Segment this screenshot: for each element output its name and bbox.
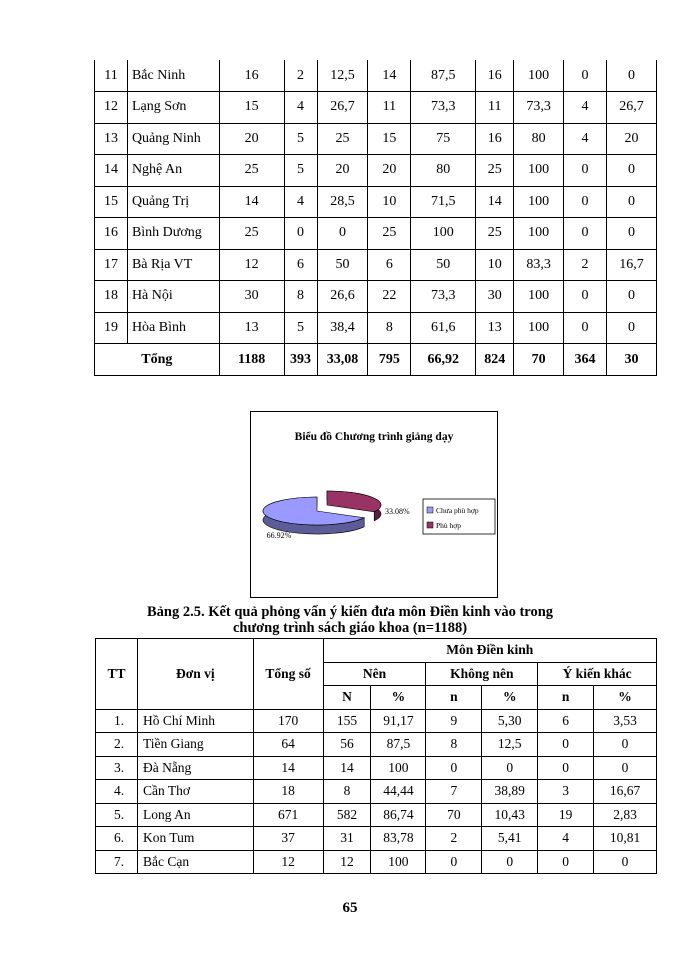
table-cell: 83,78 xyxy=(371,827,426,851)
table-cell: 20 xyxy=(607,123,657,155)
table-cell: 0 xyxy=(594,850,657,874)
table-cell: 0 xyxy=(607,312,657,344)
table-cell: Hà Nội xyxy=(127,281,219,313)
header-sub: N xyxy=(323,686,371,710)
table-cell: 0 xyxy=(607,155,657,187)
table-cell: 0 xyxy=(538,850,594,874)
table-row xyxy=(95,281,657,313)
table-cell: 11 xyxy=(476,92,514,124)
table-cell: 83,3 xyxy=(514,249,564,281)
table-cell: 14 xyxy=(368,60,411,92)
table-cell: 0 xyxy=(564,312,607,344)
table-cell: Hòa Bình xyxy=(127,312,219,344)
table-cell: 15 xyxy=(368,123,411,155)
table-caption-line1: Bảng 2.5. Kết quả phỏng vấn ý kiến đưa môn Điền kinh vào trong xyxy=(146,604,554,620)
table-cell: 2 xyxy=(284,60,317,92)
table-cell: 14 xyxy=(323,756,371,780)
table-cell: 671 xyxy=(253,803,323,827)
table-cell: 12,5 xyxy=(482,733,538,757)
table-cell: Hồ Chí Minh xyxy=(137,709,253,733)
total-cell: 1188 xyxy=(219,344,284,376)
table-cell: 13 xyxy=(95,123,128,155)
table-cell: 19 xyxy=(95,312,128,344)
total-cell: 66,92 xyxy=(411,344,476,376)
table-cell: 10,43 xyxy=(482,803,538,827)
table-cell: 87,5 xyxy=(371,733,426,757)
table-cell: Lạng Sơn xyxy=(127,92,219,124)
table-cell: 1. xyxy=(96,709,138,733)
table-cell: 170 xyxy=(253,709,323,733)
table-row xyxy=(96,803,657,827)
table-cell: 14 xyxy=(95,155,128,187)
legend-swatch xyxy=(427,522,433,528)
table-row xyxy=(96,756,657,780)
table-row xyxy=(95,155,657,187)
table-cell: 25 xyxy=(476,218,514,250)
pie-data-label: 33.08% xyxy=(385,507,410,516)
table-cell: 31 xyxy=(323,827,371,851)
table-cell: 4 xyxy=(284,186,317,218)
table-cell: 0 xyxy=(284,218,317,250)
total-cell: 33,08 xyxy=(317,344,368,376)
table-cell: 0 xyxy=(564,218,607,250)
table-row xyxy=(95,249,657,281)
header-tt: TT xyxy=(96,639,138,710)
legend-label: Phù hợp xyxy=(436,521,462,530)
header-group-other: Ý kiến khác xyxy=(538,662,657,686)
table-cell: 17 xyxy=(95,249,128,281)
table-cell: 100 xyxy=(514,155,564,187)
table-cell: 5,41 xyxy=(482,827,538,851)
table-cell: 26,7 xyxy=(607,92,657,124)
table-cell: 5 xyxy=(284,155,317,187)
table-cell: 11 xyxy=(368,92,411,124)
table-row xyxy=(95,218,657,250)
table-cell: 0 xyxy=(426,850,482,874)
header-group-no: Không nên xyxy=(426,662,538,686)
table-cell: 14 xyxy=(476,186,514,218)
table-cell: 20 xyxy=(368,155,411,187)
table-cell: 5. xyxy=(96,803,138,827)
total-row xyxy=(95,344,657,376)
pie-data-label: 66.92% xyxy=(266,531,292,540)
table-cell: 10 xyxy=(368,186,411,218)
table-cell: Tiền Giang xyxy=(137,733,253,757)
table-cell: 0 xyxy=(317,218,368,250)
table-cell: 5,30 xyxy=(482,709,538,733)
table-cell: Bình Dương xyxy=(127,218,219,250)
table-cell: 0 xyxy=(564,186,607,218)
table-cell: 100 xyxy=(371,756,426,780)
table-cell: 2 xyxy=(564,249,607,281)
table-cell: 25 xyxy=(317,123,368,155)
table-cell: 100 xyxy=(514,312,564,344)
table-cell: 64 xyxy=(253,733,323,757)
table-cell: 8 xyxy=(323,780,371,804)
table-cell: 80 xyxy=(514,123,564,155)
table-cell: 4 xyxy=(564,123,607,155)
table-cell: 44,44 xyxy=(371,780,426,804)
table-cell: 2,83 xyxy=(594,803,657,827)
table-cell: 100 xyxy=(514,281,564,313)
table-cell: 100 xyxy=(371,850,426,874)
table-cell: 50 xyxy=(317,249,368,281)
table-cell: 7 xyxy=(426,780,482,804)
table-cell: 16 xyxy=(476,60,514,92)
table-cell: 14 xyxy=(219,186,284,218)
table-cell: 0 xyxy=(564,281,607,313)
header-sub: % xyxy=(371,686,426,710)
table-cell: 22 xyxy=(368,281,411,313)
table-row xyxy=(95,60,657,92)
table-cell: 8 xyxy=(368,312,411,344)
table-row xyxy=(96,850,657,874)
table-cell: 70 xyxy=(426,803,482,827)
table-cell: 0 xyxy=(607,60,657,92)
table-cell: 0 xyxy=(482,756,538,780)
total-label: Tổng xyxy=(95,344,220,376)
table-cell: 25 xyxy=(476,155,514,187)
table-cell: 16,67 xyxy=(594,780,657,804)
table-cell: 100 xyxy=(514,60,564,92)
table-cell: 0 xyxy=(607,186,657,218)
table-cell: 6 xyxy=(284,249,317,281)
table-cell: Đà Nẵng xyxy=(137,756,253,780)
table-cell: Cần Thơ xyxy=(137,780,253,804)
table-cell: Kon Tum xyxy=(137,827,253,851)
table-cell: 10,81 xyxy=(594,827,657,851)
table-cell: 6 xyxy=(368,249,411,281)
table-cell: Quảng Trị xyxy=(127,186,219,218)
table-cell: 73,3 xyxy=(514,92,564,124)
table-cell: Long An xyxy=(137,803,253,827)
table-cell: 8 xyxy=(284,281,317,313)
table-cell: 26,7 xyxy=(317,92,368,124)
table-cell: 73,3 xyxy=(411,92,476,124)
table-row xyxy=(95,186,657,218)
table-cell: 100 xyxy=(411,218,476,250)
table-cell: 16 xyxy=(476,123,514,155)
table-cell: 3,53 xyxy=(594,709,657,733)
table-cell: 0 xyxy=(538,733,594,757)
table-cell: 12 xyxy=(95,92,128,124)
pie-slice xyxy=(327,491,381,512)
table-row xyxy=(96,827,657,851)
results-table-continued xyxy=(94,60,657,376)
table-row xyxy=(96,733,657,757)
table-cell: 20 xyxy=(317,155,368,187)
table-cell: 6. xyxy=(96,827,138,851)
table-cell: 18 xyxy=(253,780,323,804)
table-cell: 28,5 xyxy=(317,186,368,218)
table-row xyxy=(95,92,657,124)
table-cell: 0 xyxy=(607,281,657,313)
table-cell: 50 xyxy=(411,249,476,281)
total-cell: 393 xyxy=(284,344,317,376)
total-cell: 364 xyxy=(564,344,607,376)
table-cell: 20 xyxy=(219,123,284,155)
table-cell: 8 xyxy=(426,733,482,757)
table-cell: 7. xyxy=(96,850,138,874)
table-cell: 0 xyxy=(482,850,538,874)
table-cell: 86,74 xyxy=(371,803,426,827)
table-row xyxy=(95,123,657,155)
header-total: Tổng số xyxy=(253,639,323,710)
total-cell: 795 xyxy=(368,344,411,376)
header-sub: n xyxy=(538,686,594,710)
table-cell: 16 xyxy=(219,60,284,92)
table-cell: 11 xyxy=(95,60,128,92)
table-cell: 4 xyxy=(284,92,317,124)
table-cell: 4. xyxy=(96,780,138,804)
table-cell: 12,5 xyxy=(317,60,368,92)
table-row xyxy=(95,312,657,344)
table-cell: 15 xyxy=(95,186,128,218)
table-cell: 0 xyxy=(607,218,657,250)
table-cell: 71,5 xyxy=(411,186,476,218)
table-cell: 0 xyxy=(594,733,657,757)
table-cell: 100 xyxy=(514,218,564,250)
table-cell: Nghệ An xyxy=(127,155,219,187)
table-cell: 38,89 xyxy=(482,780,538,804)
table-cell: 155 xyxy=(323,709,371,733)
header-sub: % xyxy=(594,686,657,710)
header-unit: Đơn vị xyxy=(137,639,253,710)
table-caption-line2: chương trình sách giáo khoa (n=1188) xyxy=(232,620,468,636)
legend-swatch xyxy=(427,507,433,513)
table-cell: 100 xyxy=(514,186,564,218)
table-cell: 2 xyxy=(426,827,482,851)
table-cell: 16 xyxy=(95,218,128,250)
table-cell: 38,4 xyxy=(317,312,368,344)
table-cell: 4 xyxy=(538,827,594,851)
chart-title: Biểu đồ Chương trình giảng dạy xyxy=(294,431,454,443)
table-cell: 26,6 xyxy=(317,281,368,313)
table-cell: 2. xyxy=(96,733,138,757)
survey-table xyxy=(95,638,657,874)
table-cell: 30 xyxy=(476,281,514,313)
header-group-yes: Nên xyxy=(323,662,426,686)
table-cell: 25 xyxy=(368,218,411,250)
table-cell: 80 xyxy=(411,155,476,187)
table-cell: 12 xyxy=(219,249,284,281)
table-cell: 0 xyxy=(594,756,657,780)
table-cell: 0 xyxy=(564,60,607,92)
table-cell: 0 xyxy=(426,756,482,780)
table-cell: Bắc Ninh xyxy=(127,60,219,92)
table-cell: 0 xyxy=(538,756,594,780)
table-cell: 582 xyxy=(323,803,371,827)
table-cell: 5 xyxy=(284,123,317,155)
table-cell: 37 xyxy=(253,827,323,851)
table-cell: 12 xyxy=(323,850,371,874)
pie-chart xyxy=(251,412,497,597)
table-cell: 87,5 xyxy=(411,60,476,92)
table-cell: 0 xyxy=(564,155,607,187)
total-cell: 30 xyxy=(607,344,657,376)
table-cell: 61,6 xyxy=(411,312,476,344)
table-cell: 25 xyxy=(219,155,284,187)
table-cell: 19 xyxy=(538,803,594,827)
table-cell: 91,17 xyxy=(371,709,426,733)
table-cell: 56 xyxy=(323,733,371,757)
header-sub: % xyxy=(482,686,538,710)
table-cell: 10 xyxy=(476,249,514,281)
table-cell: 18 xyxy=(95,281,128,313)
page-number: 65 xyxy=(342,900,358,916)
total-cell: 70 xyxy=(514,344,564,376)
table-row xyxy=(96,780,657,804)
table-cell: 16,7 xyxy=(607,249,657,281)
table-cell: 14 xyxy=(253,756,323,780)
total-cell: 824 xyxy=(476,344,514,376)
table-cell: 25 xyxy=(219,218,284,250)
table-cell: Bắc Cạn xyxy=(137,850,253,874)
table-cell: 13 xyxy=(219,312,284,344)
table-cell: 4 xyxy=(564,92,607,124)
table-cell: 9 xyxy=(426,709,482,733)
table-cell: 3. xyxy=(96,756,138,780)
table-cell: 5 xyxy=(284,312,317,344)
pie-chart-container xyxy=(250,411,498,598)
table-cell: 12 xyxy=(253,850,323,874)
table-cell: 30 xyxy=(219,281,284,313)
table-cell: 6 xyxy=(538,709,594,733)
table-cell: 73,3 xyxy=(411,281,476,313)
table-cell: 3 xyxy=(538,780,594,804)
table-cell: 13 xyxy=(476,312,514,344)
table-cell: 15 xyxy=(219,92,284,124)
table-cell: Bà Rịa VT xyxy=(127,249,219,281)
table-cell: Quảng Ninh xyxy=(127,123,219,155)
header-subject: Môn Điền kinh xyxy=(323,639,656,663)
legend-label: Chưa phù hợp xyxy=(436,506,479,515)
table-row xyxy=(96,709,657,733)
header-sub: n xyxy=(426,686,482,710)
table-cell: 75 xyxy=(411,123,476,155)
